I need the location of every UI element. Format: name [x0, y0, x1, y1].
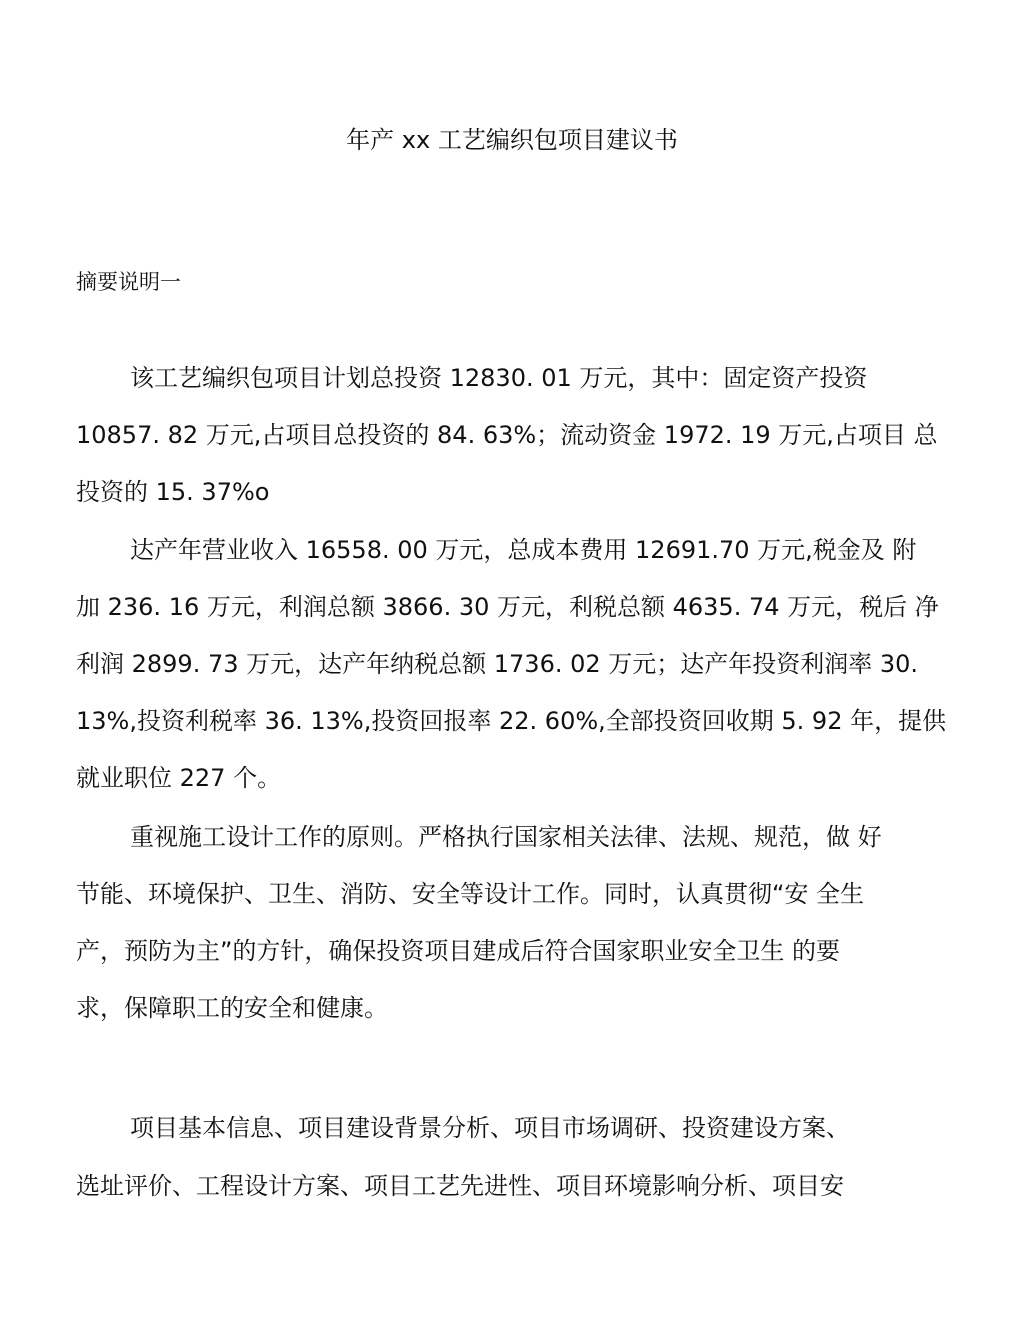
paragraph-1-line-1: 该工艺编织包项目计划总投资 12830. 01 万元，其中：固定资产投资 — [130, 364, 868, 392]
paragraph-3-line-2: 节能、环境保护、卫生、消防、安全等设计工作。同时，认真贯彻“安 全生 — [76, 880, 865, 908]
paragraph-1-line-2: 10857. 82 万元,占项目总投资的 84. 63%；流动资金 1972. 19 万元,占项目 总 — [76, 421, 938, 449]
paragraph-2-line-5: 就业职位 227 个。 — [76, 764, 282, 792]
paragraph-2-line-1: 达产年营业收入 16558. 00 万元，总成本费用 12691.70 万元,税金及 附 — [130, 536, 917, 564]
section-heading: 摘要说明一 — [76, 270, 181, 294]
paragraph-1-line-3: 投资的 15. 37%o — [76, 478, 270, 506]
paragraph-4-line-2: 选址评价、工程设计方案、项目工艺先进性、项目环境影响分析、项目安 — [76, 1172, 844, 1200]
paragraph-3-line-3: 产，预防为主”的方针，确保投资项目建成后符合国家职业安全卫生 的要 — [76, 937, 841, 965]
paragraph-2-line-4: 13%,投资利税率 36. 13%,投资回报率 22. 60%,全部投资回收期 5. 92 年，提供 — [76, 707, 947, 735]
paragraph-3-line-1: 重视施工设计工作的原则。严格执行国家相关法律、法规、规范，做 好 — [130, 823, 882, 851]
paragraph-2-line-2: 加 236. 16 万元，利润总额 3866. 30 万元，利税总额 4635. 74 万元，税后 净 — [76, 593, 939, 621]
paragraph-4-line-1: 项目基本信息、项目建设背景分析、项目市场调研、投资建设方案、 — [130, 1114, 850, 1142]
paragraph-3-line-4: 求，保障职工的安全和健康。 — [76, 994, 388, 1022]
document-title: 年产 xx 工艺编织包项目建议书 — [346, 126, 678, 154]
paragraph-2-line-3: 利润 2899. 73 万元，达产年纳税总额 1736. 02 万元；达产年投资利润率 30. — [76, 650, 919, 678]
